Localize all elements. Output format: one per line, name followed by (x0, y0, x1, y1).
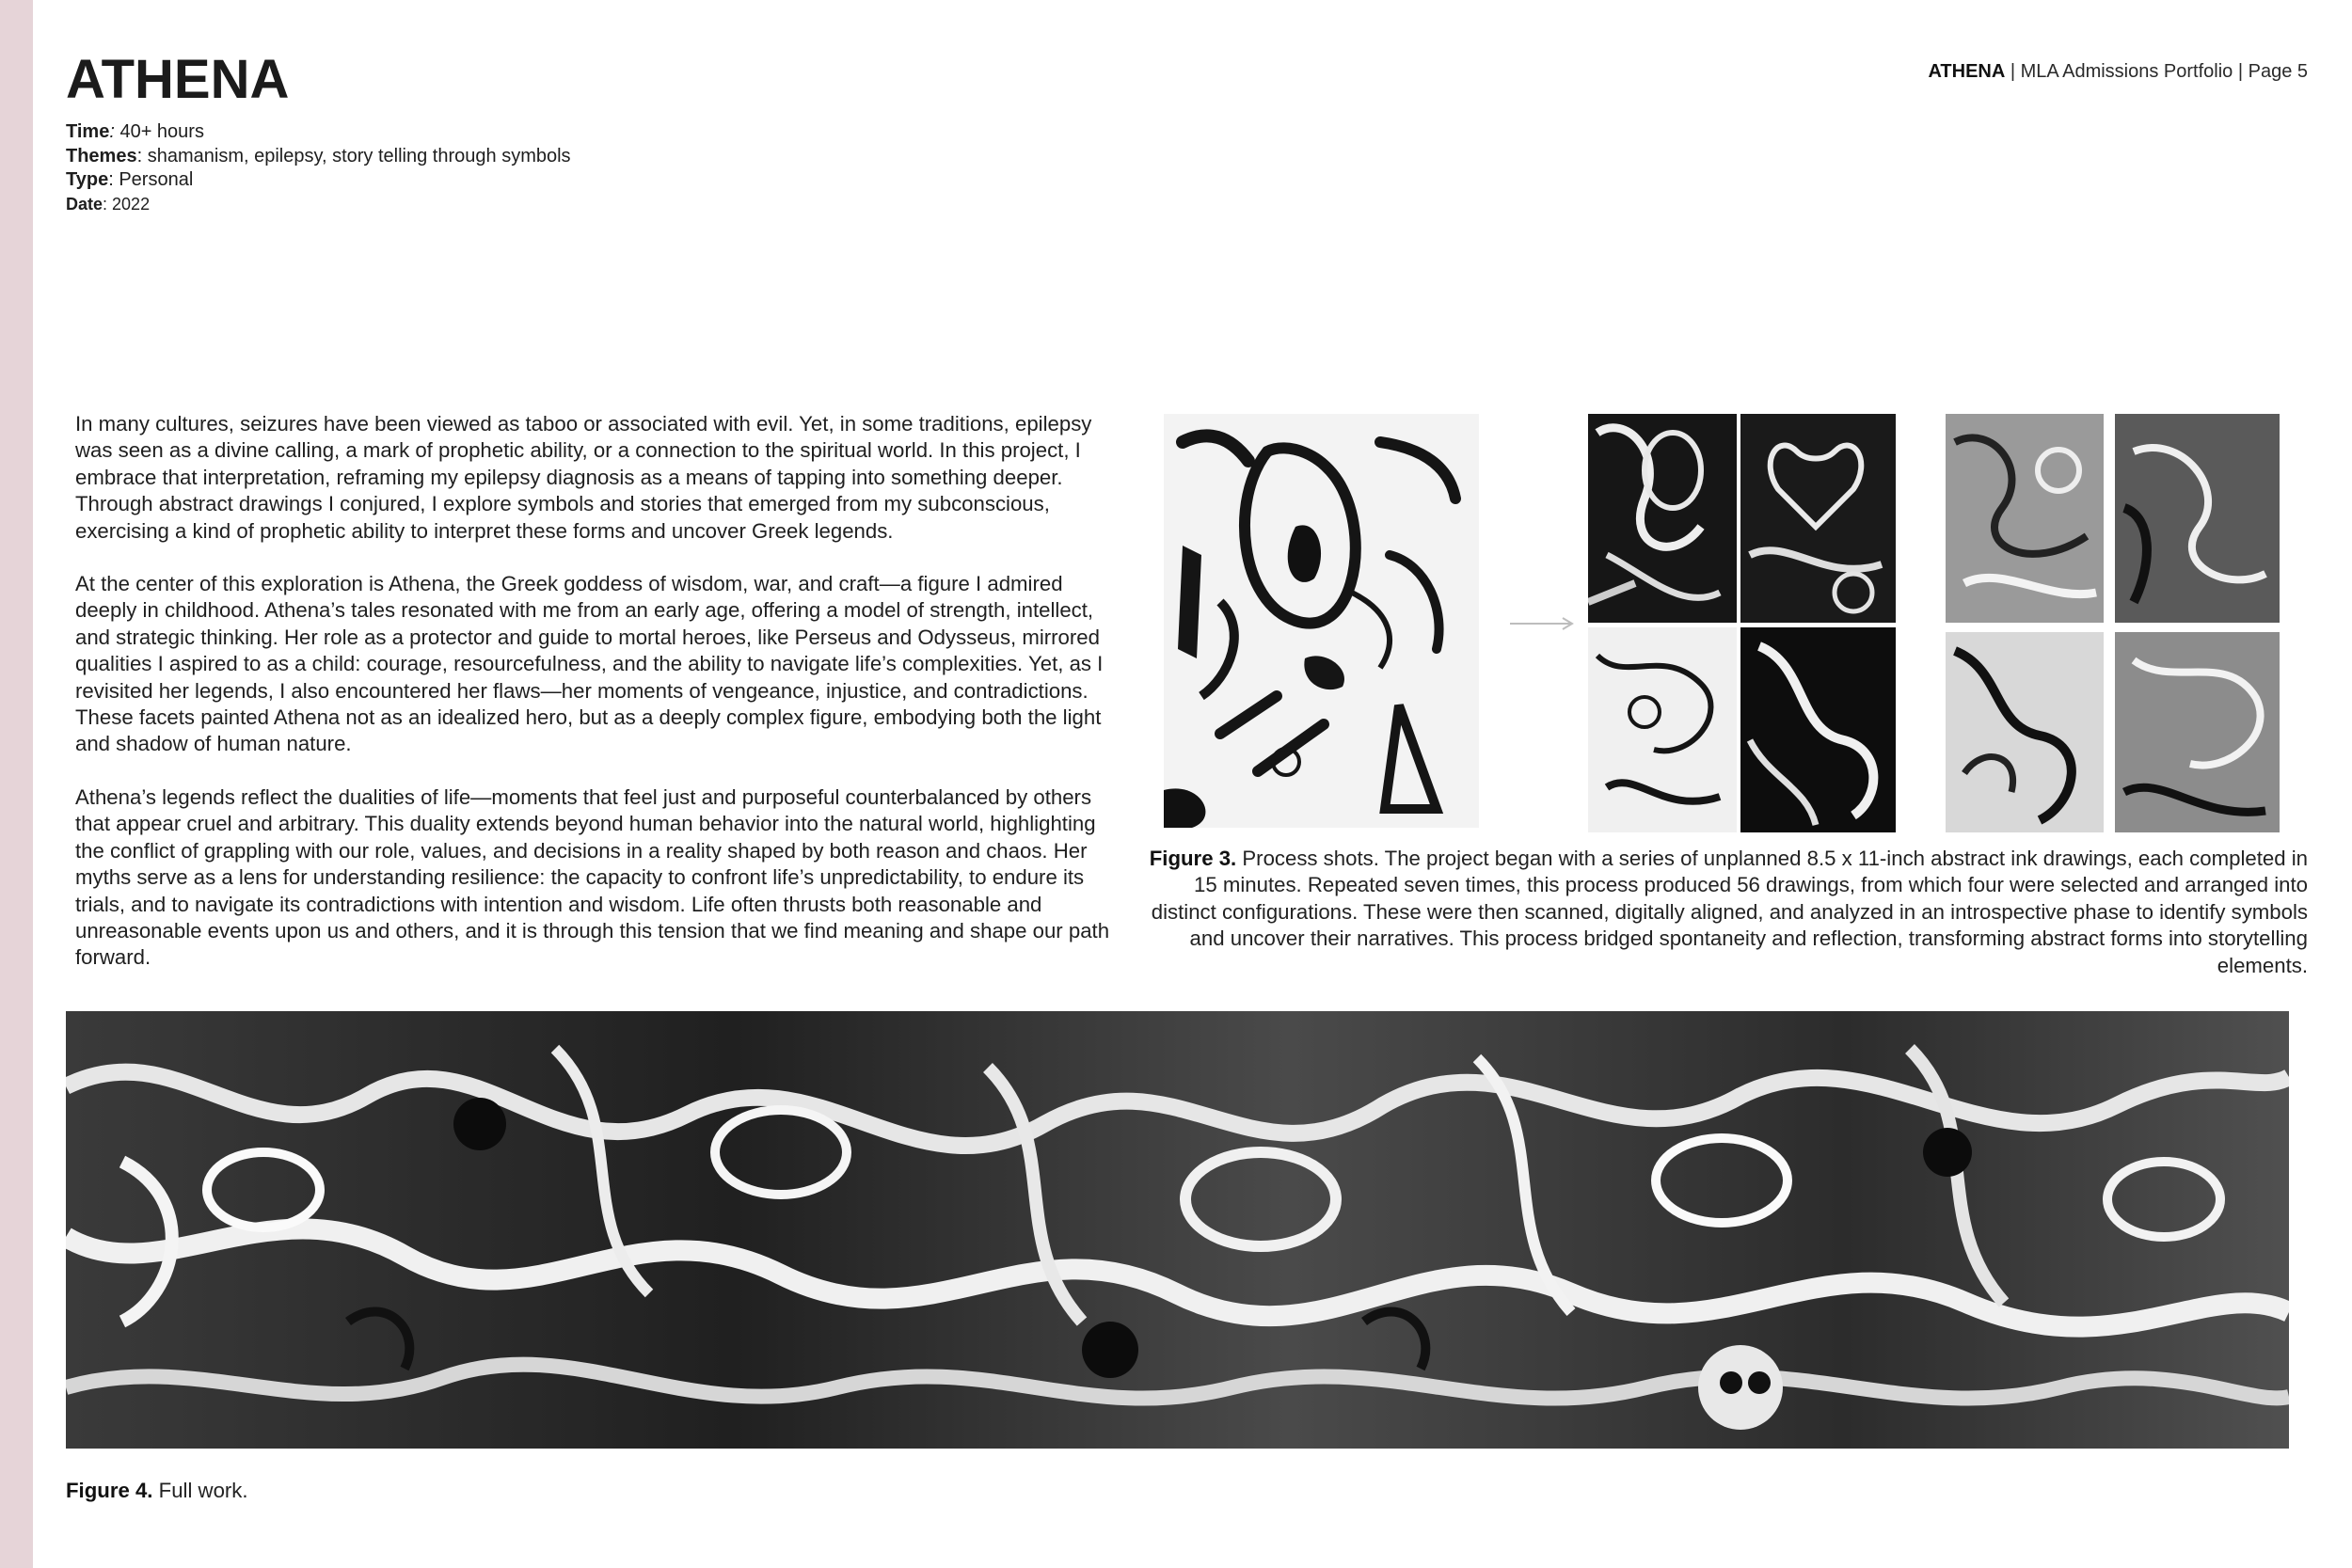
ink-drawing-tile (1588, 414, 1737, 623)
figure-4-text: Full work. (158, 1479, 248, 1502)
header-portfolio: MLA Admissions Portfolio (2020, 61, 2233, 82)
body-paragraph-2: At the center of this exploration is Athena, the Greek goddess of wisdom, war, and craft—a figure I admired deeply in childhood. Athena’s tales resonated with me from an early age, offering a model of strength, intellect, and strategic thinking. Her role as a protector and guide to mortal heroes, like Perseus and Odysseus, mirrored qualities I aspired to as a child: courage, resourcefulness, and the ability to navigate life’s complexities. Yet, as I revisited her legends, I also encountered her flaws—her moments of vengeance, injustice, and contradictions. These facets painted Athena not as an idealized hero, but as a deeply complex figure, embodying both the light and shadow of human nature. (75, 572, 1104, 756)
ink-drawing-tile (1946, 632, 2104, 832)
body-paragraph-1: In many cultures, seizures have been viewed as taboo or associated with evil. Yet, in some traditions, epilepsy was seen as a divine calling, a mark of prophetic ability, or a connection to the spiritual world. In this project, I embrace that interpretation, reframing my epilepsy diagnosis as a means of tapping into something deeper. Through abstract drawings I conjured, I explore symbols and stories that emerged from my subconscious, exercising a kind of prophetic ability to interpret these forms and uncover Greek legends. (75, 412, 1092, 543)
figure-4-label: Figure 4. (66, 1479, 153, 1502)
figure-3-label: Figure 3. (1149, 847, 1237, 870)
meta-time-label: Time (66, 121, 110, 142)
meta-time-value: 40+ hours (119, 121, 204, 142)
meta-type-label: Type (66, 169, 109, 190)
meta-type: Type: Personal (66, 169, 194, 190)
ink-drawing-tile (2115, 632, 2280, 832)
meta-themes: Themes: shamanism, epilepsy, story telling through symbols (66, 145, 571, 166)
meta-date: Date: 2022 (66, 194, 151, 214)
ink-drawing-tile (1588, 627, 1737, 832)
header-page: Page 5 (2248, 61, 2308, 82)
running-header: ATHENA | MLA Admissions Portfolio | Page 5 (1928, 61, 2308, 82)
meta-date-label: Date (66, 194, 103, 214)
ink-drawing-tile (1740, 414, 1896, 623)
ink-drawing-tile (1946, 414, 2104, 623)
side-accent-strip (0, 0, 33, 1568)
project-meta (66, 120, 571, 216)
meta-themes-value: shamanism, epilepsy, story telling through symbols (147, 145, 571, 166)
meta-type-value: Personal (119, 169, 194, 190)
right-arrow-icon (1510, 616, 1576, 631)
header-project: ATHENA (1928, 61, 2006, 82)
full-work-image (66, 1011, 2289, 1449)
figure-3-text: Process shots. The project began with a series of unplanned 8.5 x 11-inch abstract ink drawings, each completed in 15 minutes. Repeated seven times, this process produced 56 drawings, from which four were selected and arranged into distinct configurations. These were then scanned, digitally aligned, and analyzed in an introspective phase to identify symbols and uncover their narratives. This process bridged spontaneity and reflection, transforming abstract forms into storytelling elements. (1151, 847, 2308, 977)
page-title: ATHENA (66, 49, 290, 110)
figure-4-caption (66, 1479, 248, 1503)
ink-drawing-single (1164, 414, 1479, 828)
ink-drawing-tile (1740, 627, 1896, 832)
meta-date-value: 2022 (112, 194, 151, 214)
body-paragraph-3: Athena’s legends reflect the dualities of life—moments that feel just and purposeful counterbalanced by others that appear cruel and arbitrary. This duality extends beyond human behavior into the natural world, highlighting the conflict of grappling with our role, values, and decisions in a reality shaped by both reason and chaos. Her myths serve as a lens for understanding resilience: the capacity to confront life’s unpredictability, to endure its trials, and to navigate its contradictions with intention and wisdom. Life often thrusts both reasonable and unreasonable events upon us and others, and it is through this tension that we find meaning and shape our path forward. (75, 784, 1110, 970)
meta-time: Time: 40+ hours (66, 121, 204, 142)
meta-themes-label: Themes (66, 145, 137, 166)
ink-drawing-tile (2115, 414, 2280, 623)
figure-3-caption (1132, 846, 2308, 979)
body-text (75, 411, 1115, 998)
